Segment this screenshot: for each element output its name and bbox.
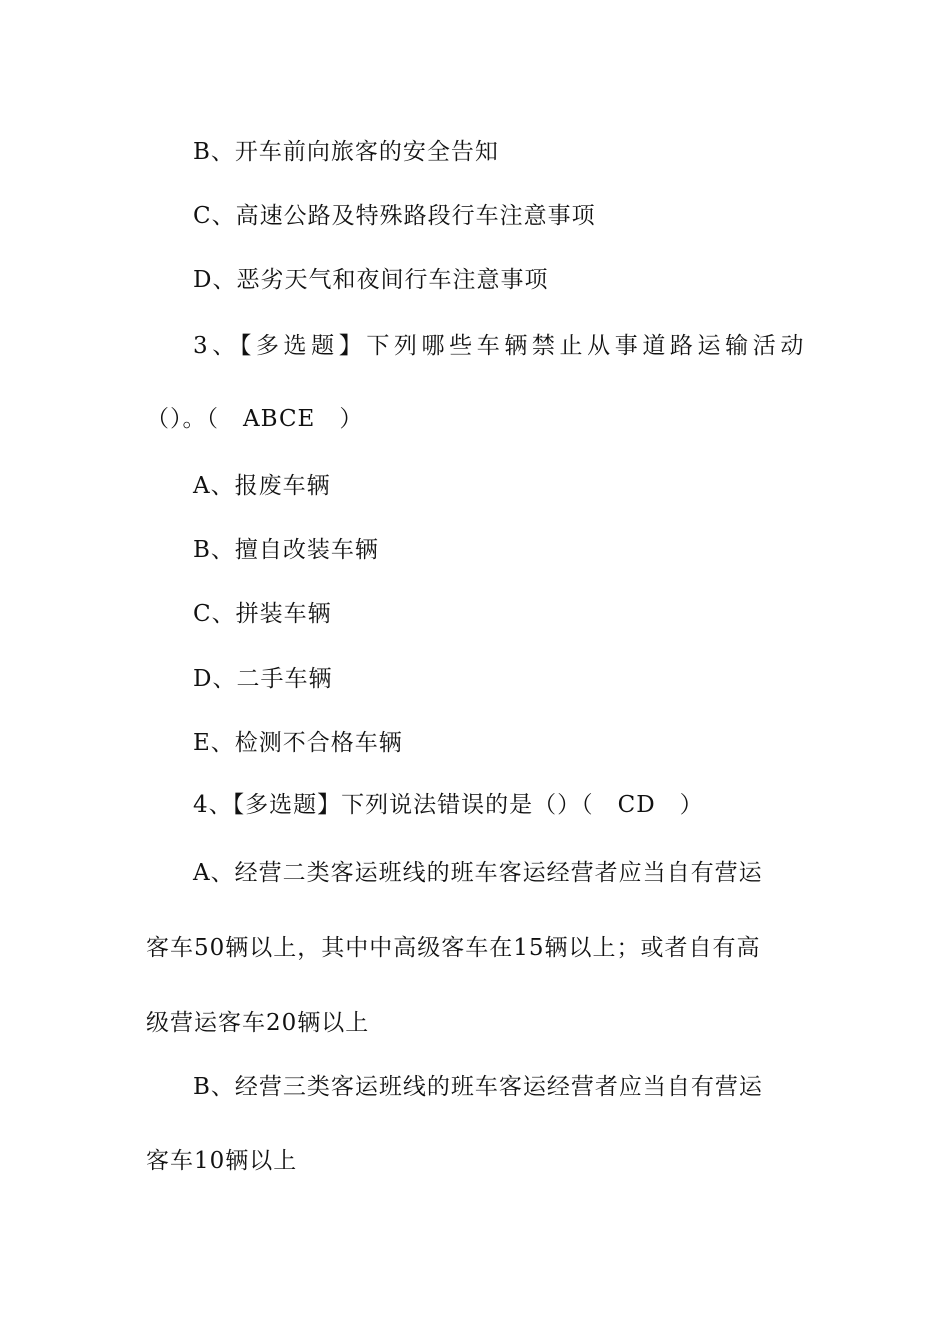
option-a-q4-line2: 客车50辆以上，其中中高级客车在15辆以上；或者自有高 [146, 935, 761, 961]
option-b-q4-line1: B、经营三类客运班线的班车客运经营者应当自有营运 [193, 1074, 763, 1100]
option-a-q3: A、报废车辆 [193, 473, 331, 499]
option-a-q4-line3: 级营运客车20辆以上 [146, 1010, 370, 1036]
option-c-q3: C、拼装车辆 [193, 601, 332, 627]
option-c-q2: C、高速公路及特殊路段行车注意事项 [193, 203, 596, 229]
option-e-q3: E、检测不合格车辆 [193, 730, 403, 756]
question-3-stem: 3、【多选题】下列哪些车辆禁止从事道路运输活动 [193, 333, 808, 359]
option-b-q4-line2: 客车10辆以上 [146, 1148, 298, 1174]
question-4-stem: 4、【多选题】下列说法错误的是（）（ CD ） [193, 792, 704, 818]
option-b-q3: B、擅自改装车辆 [193, 537, 379, 563]
option-b-q2: B、开车前向旅客的安全告知 [193, 139, 499, 165]
option-a-q4-line1: A、经营二类客运班线的班车客运经营者应当自有营运 [193, 860, 763, 886]
option-d-q2: D、恶劣天气和夜间行车注意事项 [193, 267, 549, 293]
option-d-q3: D、二手车辆 [193, 666, 333, 692]
question-3-answer: （）。（ ABCE ） [146, 406, 364, 432]
